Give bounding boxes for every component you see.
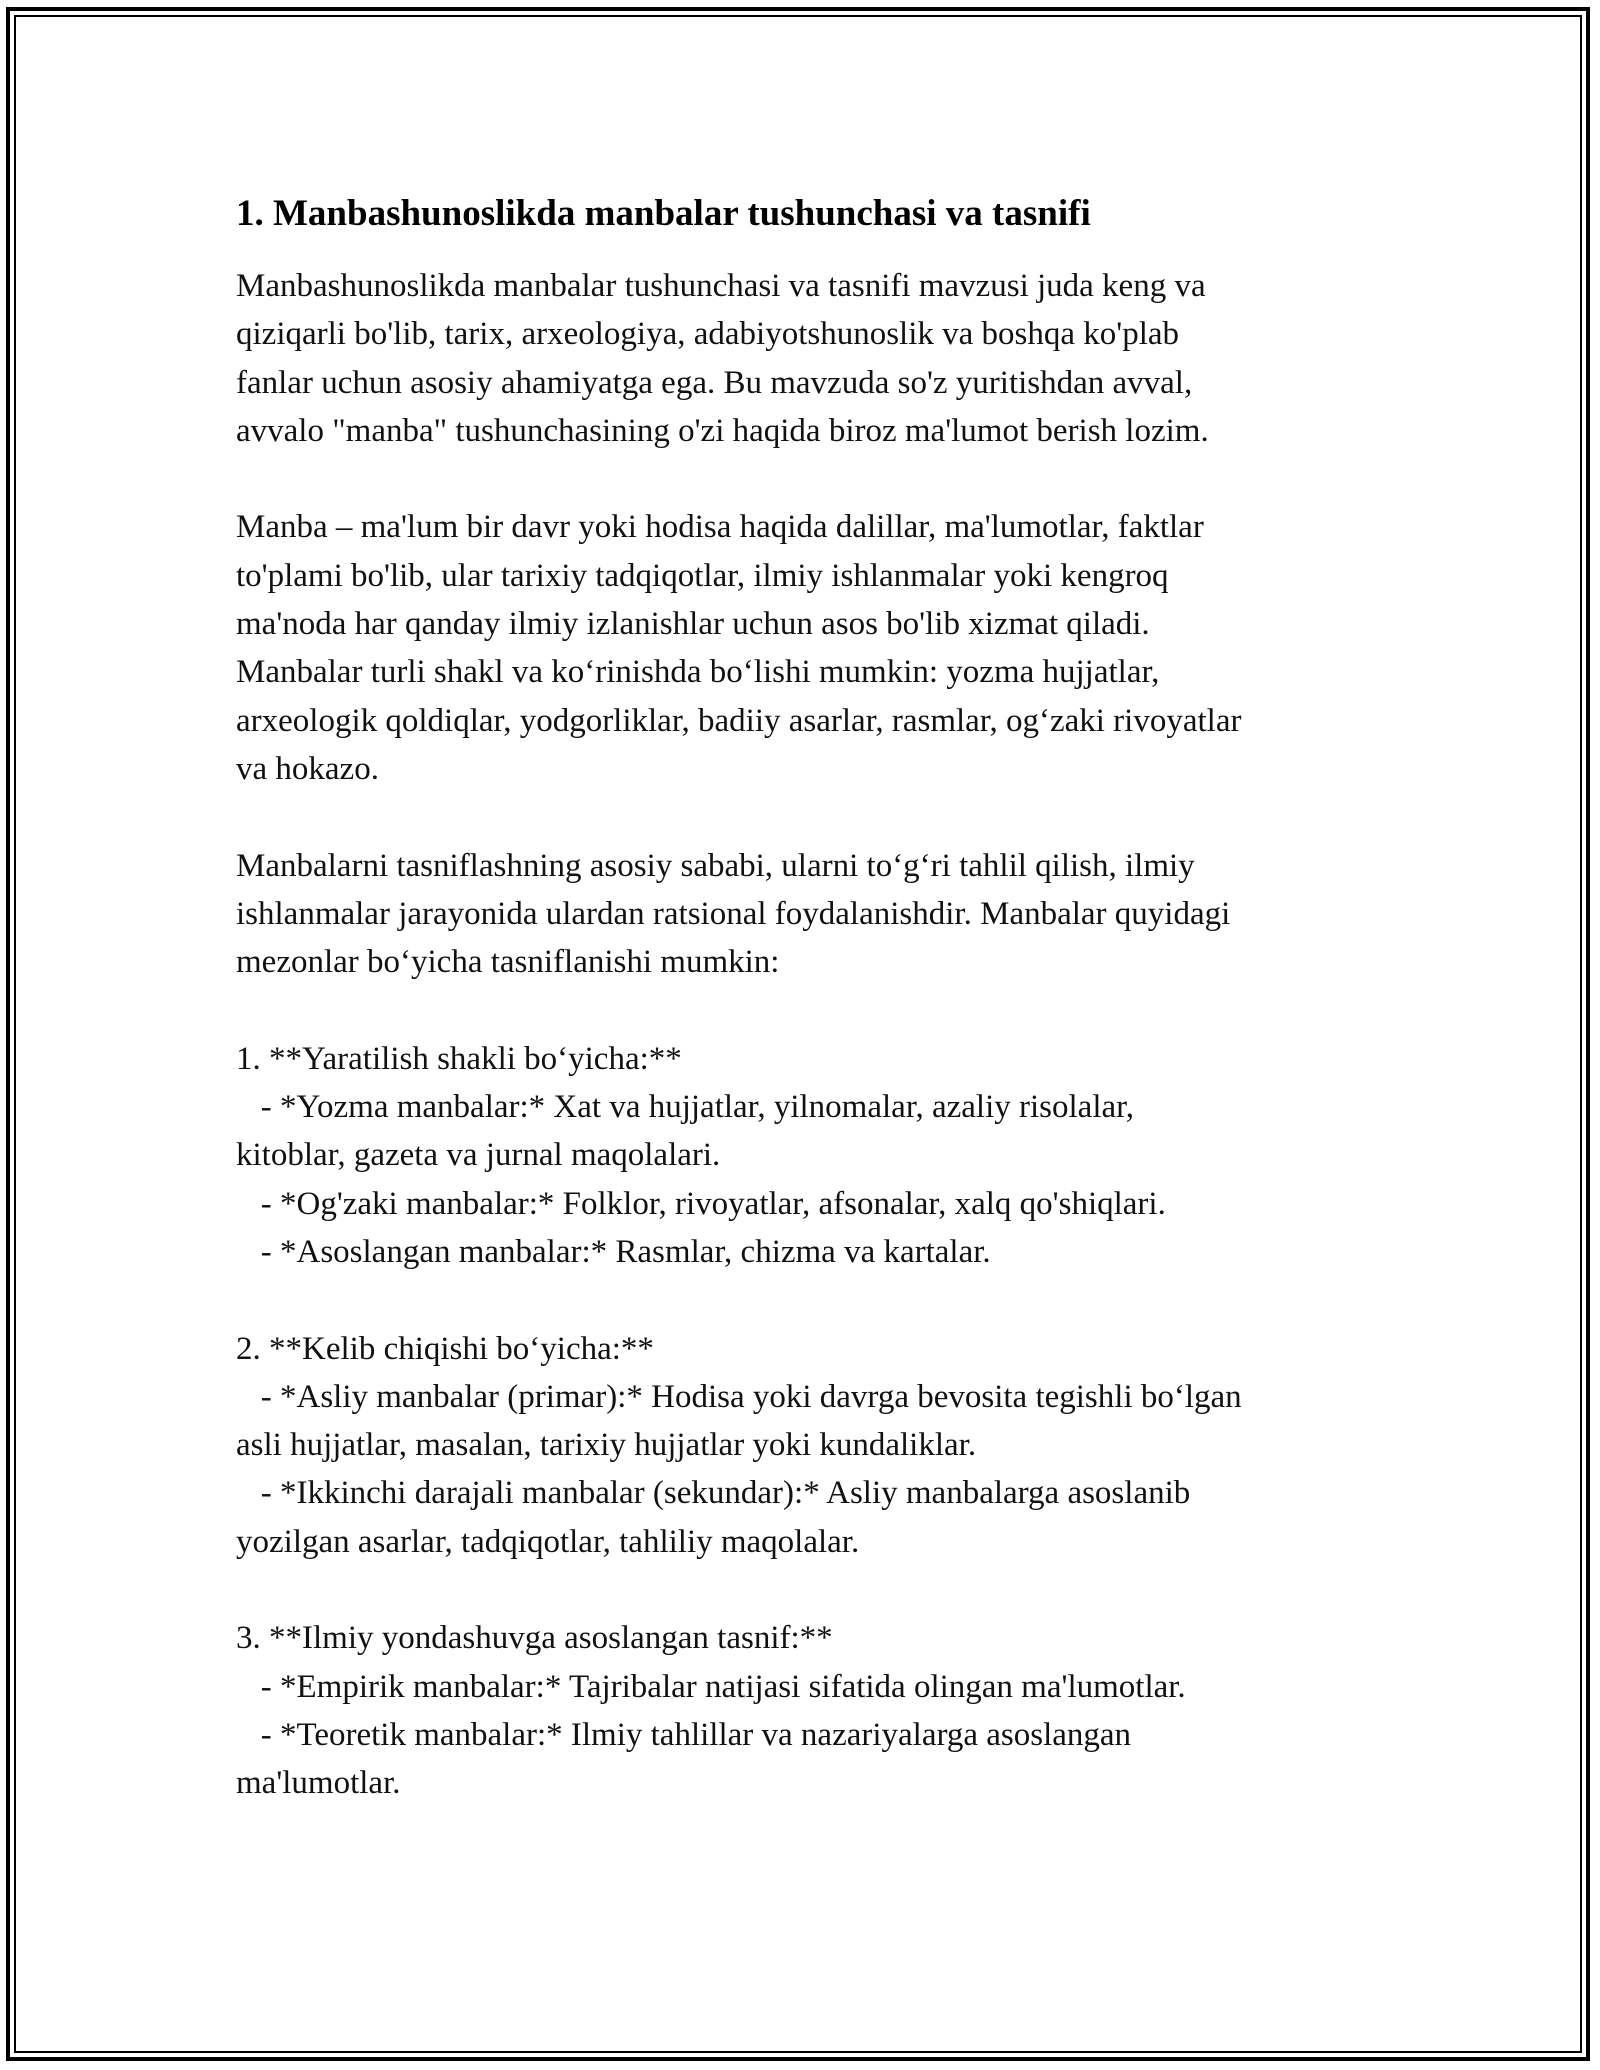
text-line: ishlanmalar jarayonida ulardan ratsional foydalanishdir. Manbalar quyidagi: [236, 895, 1231, 932]
text-line: - *Ikkinchi darajali manbalar (sekundar):* Asliy manbalarga asoslanib: [236, 1475, 1191, 1512]
text-line: [236, 793, 1386, 841]
text-line: asli hujjatlar, masalan, tarixiy hujjatlar yoki kundaliklar.: [236, 1427, 977, 1464]
text-line: qiziqarli bo'lib, tarix, arxeologiya, adabiyotshunoslik va boshqa ko'plab: [236, 316, 1180, 353]
document-title: 1. Manbashunoslikda manbalar tushunchasi va tasnifi: [236, 193, 1091, 234]
text-line: ma'noda har qanday ilmiy izlanishlar uchun asos bo'lib xizmat qiladi.: [236, 606, 1150, 643]
text-line: arxeologik qoldiqlar, yodgorliklar, badiiy asarlar, rasmlar, ogʻzaki rivoyatlar: [236, 702, 1242, 739]
text-line: Manba – ma'lum bir davr yoki hodisa haqida dalillar, ma'lumotlar, faktlar: [236, 509, 1204, 546]
text-line: to'plami bo'lib, ular tarixiy tadqiqotlar, ilmiy ishlanmalar yoki kengroq: [236, 557, 1169, 594]
text-line: - *Og'zaki manbalar:* Folklor, rivoyatlar, afsonalar, xalq qo'shiqlari.: [236, 1185, 1166, 1222]
text-line: yozilgan asarlar, tadqiqotlar, tahliliy maqolalar.: [236, 1523, 860, 1560]
text-line: [236, 1276, 1386, 1324]
text-line: 2. **Kelib chiqishi boʻyicha:**: [236, 1330, 654, 1367]
text-line: - *Asliy manbalar (primar):* Hodisa yoki davrga bevosita tegishli boʻlgan: [236, 1378, 1242, 1415]
text-line: [236, 986, 1386, 1034]
text-line: - *Asoslangan manbalar:* Rasmlar, chizma va kartalar.: [236, 1233, 991, 1270]
text-line: - *Yozma manbalar:* Xat va hujjatlar, yilnomalar, azaliy risolalar,: [236, 1089, 1135, 1126]
text-line: fanlar uchun asosiy ahamiyatga ega. Bu mavzuda so'z yuritishdan avval,: [236, 364, 1193, 401]
document-body: [236, 262, 1386, 1808]
text-line: Manbashunoslikda manbalar tushunchasi va tasnifi mavzusi juda keng va: [236, 268, 1206, 304]
text-line: mezonlar boʻyicha tasniflanishi mumkin:: [236, 944, 780, 981]
text-line: avvalo "manba" tushunchasining o'zi haqida biroz ma'lumot berish lozim.: [236, 412, 1209, 449]
text-line: Manbalarni tasniflashning asosiy sababi, ularni toʻgʻri tahlil qilish, ilmiy: [236, 847, 1195, 884]
text-line: - *Empirik manbalar:* Tajribalar natijasi sifatida olingan ma'lumotlar.: [236, 1668, 1186, 1705]
text-line: [236, 455, 1386, 503]
document-content: [236, 188, 1386, 1808]
text-line: - *Teoretik manbalar:* Ilmiy tahlillar va nazariyalarga asoslangan: [236, 1716, 1132, 1753]
text-line: 3. **Ilmiy yondashuvga asoslangan tasnif:**: [236, 1620, 833, 1657]
text-line: Manbalar turli shakl va koʻrinishda boʻlishi mumkin: yozma hujjatlar,: [236, 654, 1160, 691]
text-line: va hokazo.: [236, 750, 379, 787]
text-line: 1. **Yaratilish shakli boʻyicha:**: [236, 1040, 682, 1077]
text-line: [236, 1566, 1386, 1614]
text-line: ma'lumotlar.: [236, 1765, 401, 1802]
text-line: kitoblar, gazeta va jurnal maqolalari.: [236, 1137, 721, 1174]
